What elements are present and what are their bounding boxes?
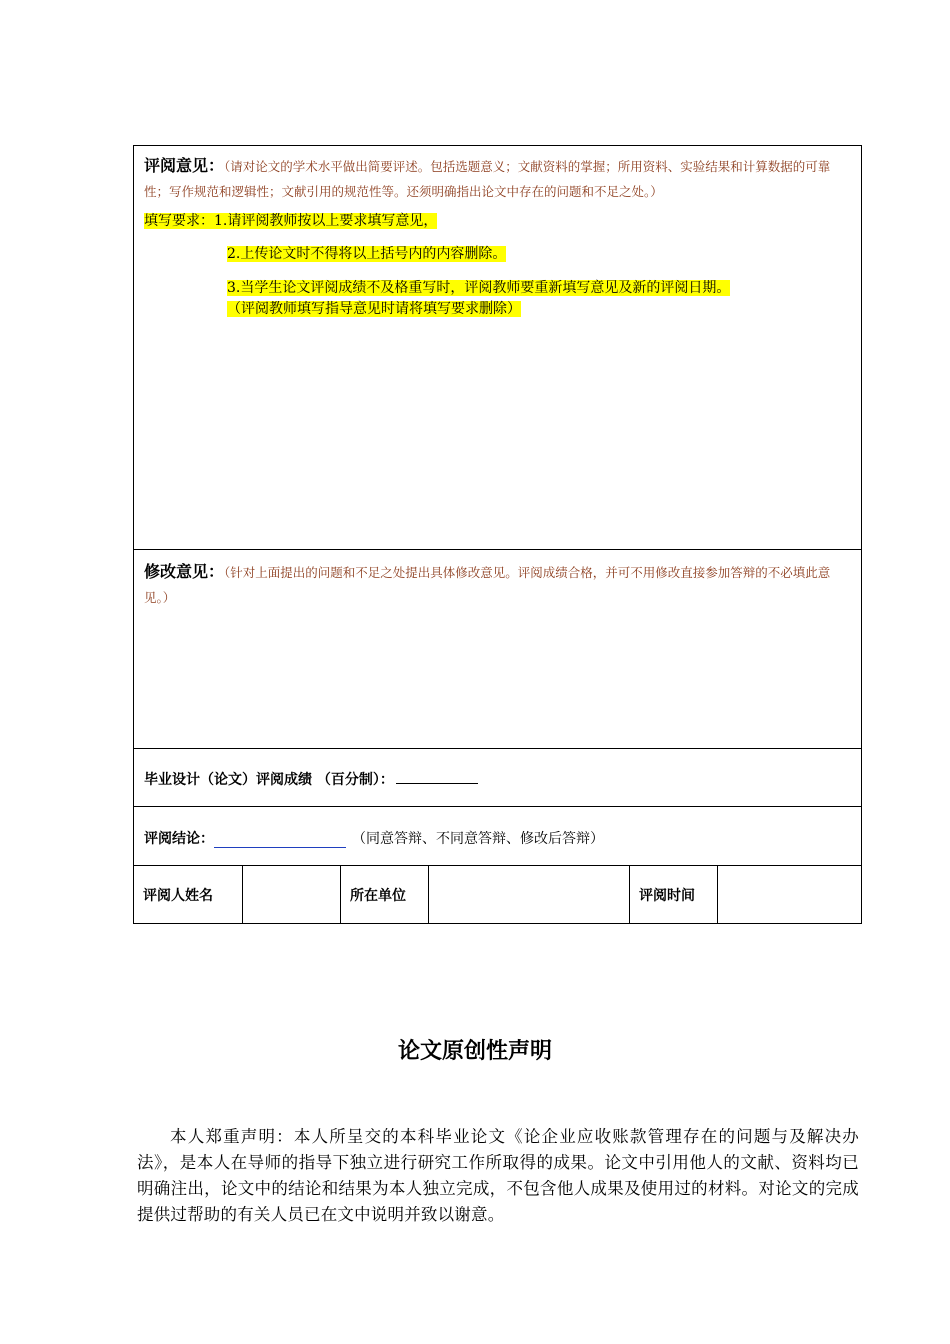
reviewer-name-field[interactable]	[243, 866, 341, 923]
revision-opinion-hint: （针对上面提出的问题和不足之处提出具体修改意见。评阅成绩合格，并可不用修改直接参加答辩的不必填此意见。）	[144, 565, 831, 605]
unit-field[interactable]	[429, 866, 630, 923]
score-section	[134, 749, 861, 807]
revision-opinion-section[interactable]	[134, 550, 861, 749]
conclusion-section	[134, 807, 861, 866]
conclusion-blank-field[interactable]	[214, 831, 346, 848]
score-line	[144, 769, 478, 789]
requirements-note: （评阅教师填写指导意见时请将填写要求删除）	[227, 301, 521, 317]
conclusion-line	[144, 828, 604, 848]
review-time-field[interactable]	[718, 866, 861, 923]
requirement-row-2	[144, 243, 851, 264]
revision-opinion-label: 修改意见：	[144, 562, 225, 581]
review-time-label: 评阅时间	[630, 866, 718, 923]
requirement-item-3: 3.当学生论文评阅成绩不及格重写时，评阅教师要重新填写意见及新的评阅日期。	[227, 280, 731, 296]
unit-label: 所在单位	[341, 866, 429, 923]
requirement-row-3	[144, 277, 851, 319]
review-opinion-section[interactable]	[134, 146, 861, 550]
requirement-row-1	[144, 210, 851, 231]
requirement-item-2: 2.上传论文时不得将以上括号内的内容删除。	[227, 246, 507, 262]
review-opinion-hint: （请对论文的学术水平做出简要评述。包括选题意义；文献资料的掌握；所用资料、实验结果和计算数据的可靠性；写作规范和逻辑性；文献引用的规范性等。还须明确指出论文中存在的问题和不足之处。）	[144, 159, 831, 199]
signature-row	[134, 866, 861, 923]
conclusion-label: 评阅结论：	[144, 831, 214, 847]
reviewer-name-label: 评阅人姓名	[134, 866, 243, 923]
conclusion-options: （同意答辩、不同意答辩、修改后答辩）	[352, 831, 604, 847]
score-blank-field[interactable]	[396, 769, 478, 784]
requirement-item-1: 1.请评阅教师按以上要求填写意见，	[214, 213, 438, 229]
declaration-title: 论文原创性声明	[397, 1039, 552, 1064]
revision-opinion-header	[144, 560, 851, 610]
declaration-body: 本人郑重声明：本人所呈交的本科毕业论文《论企业应收账款管理存在的问题与及解决办法》，是本人在导师的指导下独立进行研究工作所取得的成果。论文中引用他人的文献、资料均已明确注出，论文中的结论和结果为本人独立完成，不包含他人成果及使用过的材料。对论文的完成提供过帮助的有关人员已在文中说明并致以谢意。	[137, 1127, 859, 1224]
score-label: 毕业设计（论文）评阅成绩 （百分制）：	[144, 772, 394, 788]
review-opinion-label: 评阅意见：	[144, 156, 225, 175]
review-opinion-header	[144, 154, 851, 204]
requirements-label: 填写要求：	[144, 213, 214, 229]
review-form-table	[133, 145, 862, 924]
